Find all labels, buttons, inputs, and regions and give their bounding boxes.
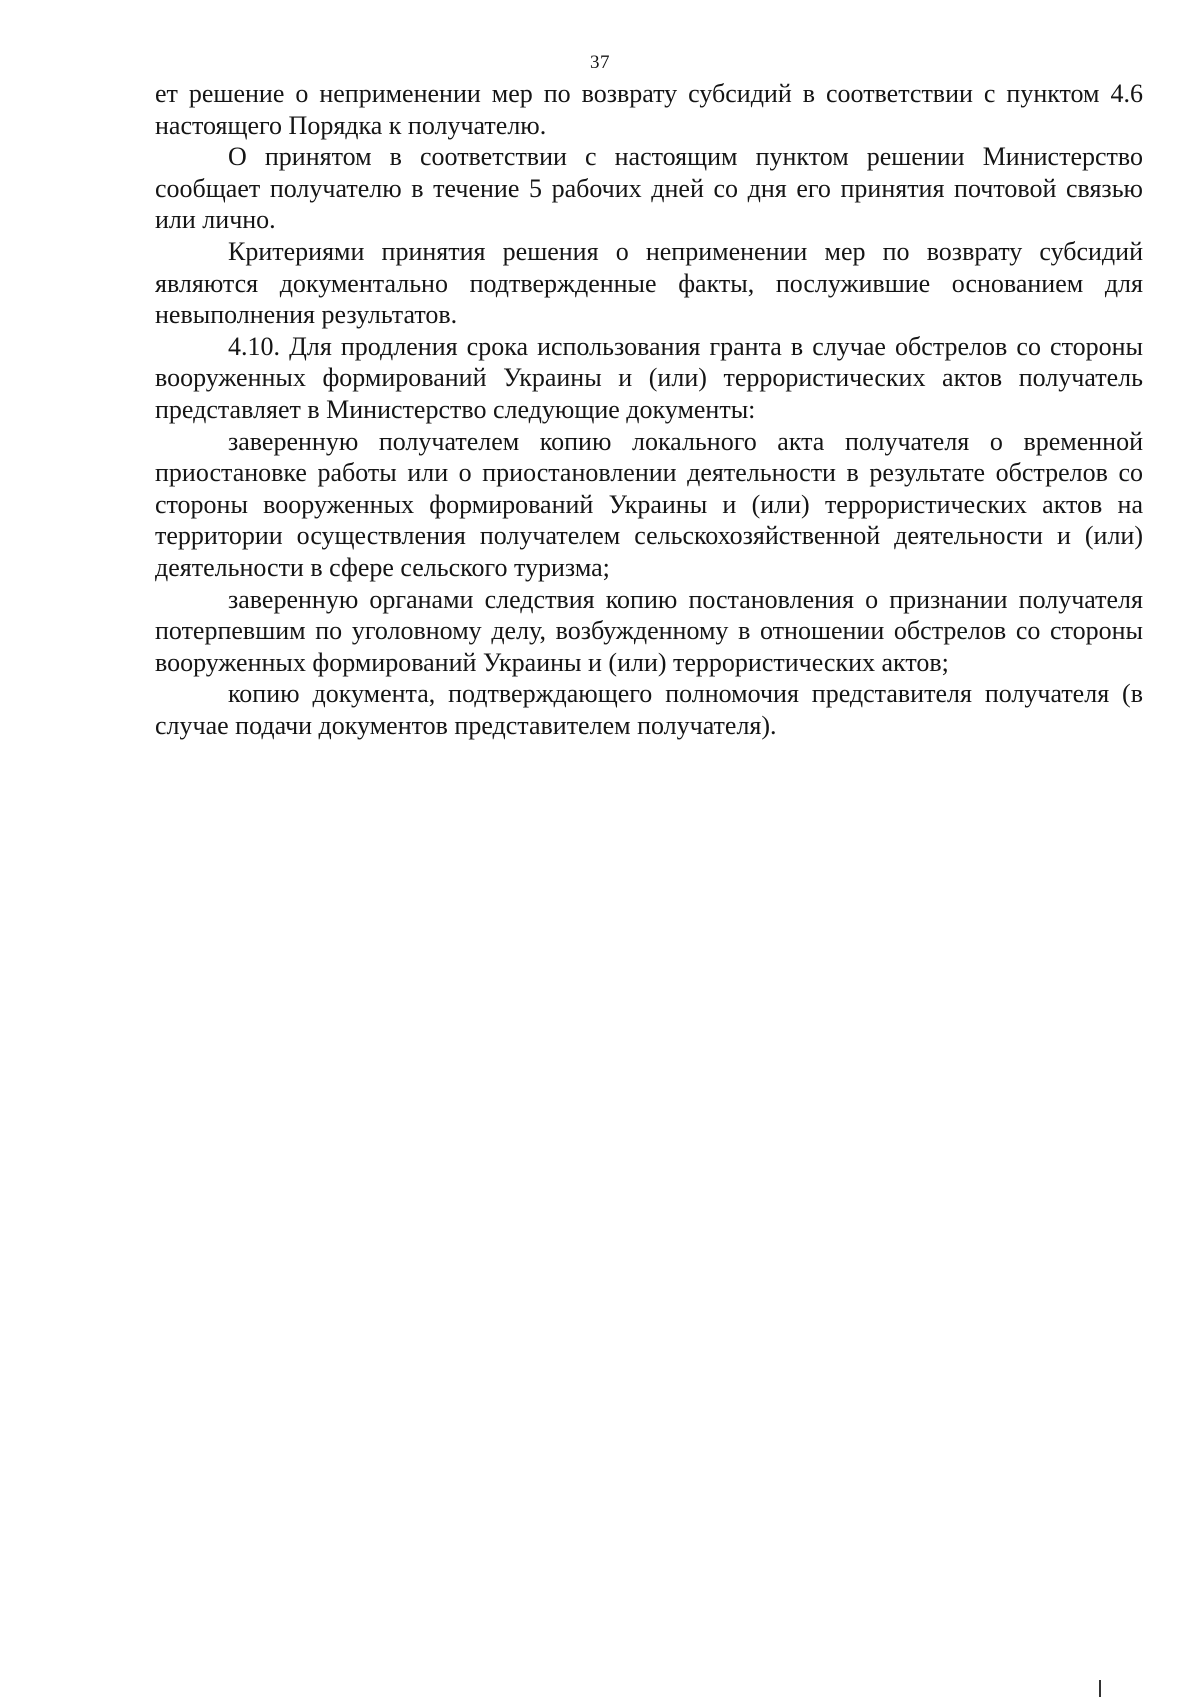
document-body [155, 78, 1143, 741]
paragraph-criteria: Критериями принятия решения о неприменении мер по возврату субсидий являются документально подтвержденные факты, послужившие основанием для невыполнения результатов. [155, 236, 1143, 330]
list-item-representative-authority: копию документа, подтверждающего полномочия представителя получателя (в случае подачи документов представителем получателя). [155, 679, 1143, 740]
paragraph-4-10: 4.10. Для продления срока использования гранта в случае обстрелов со стороны вооруженных формирований Украины и (или) террористических актов получатель представляет в Министерство следующие документы: [155, 331, 1143, 424]
list-item-investigation-resolution: заверенную органами следствия копию постановления о признании получателя потерпевшим по уголовному делу, возбужденному в отношении обстрелов со стороны вооруженных формирований Украины и (или) террористических актов; [155, 584, 1143, 677]
paragraph-continuation: ет решение о неприменении мер по возврату субсидий в соответствии с пунктом 4.6 настоящего Порядка к получателю. [155, 79, 1143, 140]
scan-mark [1099, 1680, 1101, 1697]
list-item-local-act-copy: заверенную получателем копию локального акта получателя о временной приостановке работы или о приостановлении деятельности в результате обстрелов со стороны вооруженных формирований Украины и (или) террористических актов на территории осуществления получателем сельскохозяйственной деятельности и (или) деятельности в сфере сельского туризма; [155, 426, 1143, 582]
page-number: 37 [590, 52, 610, 73]
paragraph-notification: О принятом в соответствии с настоящим пунктом решении Министерство сообщает получателю в течение 5 рабочих дней со дня его принятия почтовой связью или лично. [155, 142, 1143, 235]
